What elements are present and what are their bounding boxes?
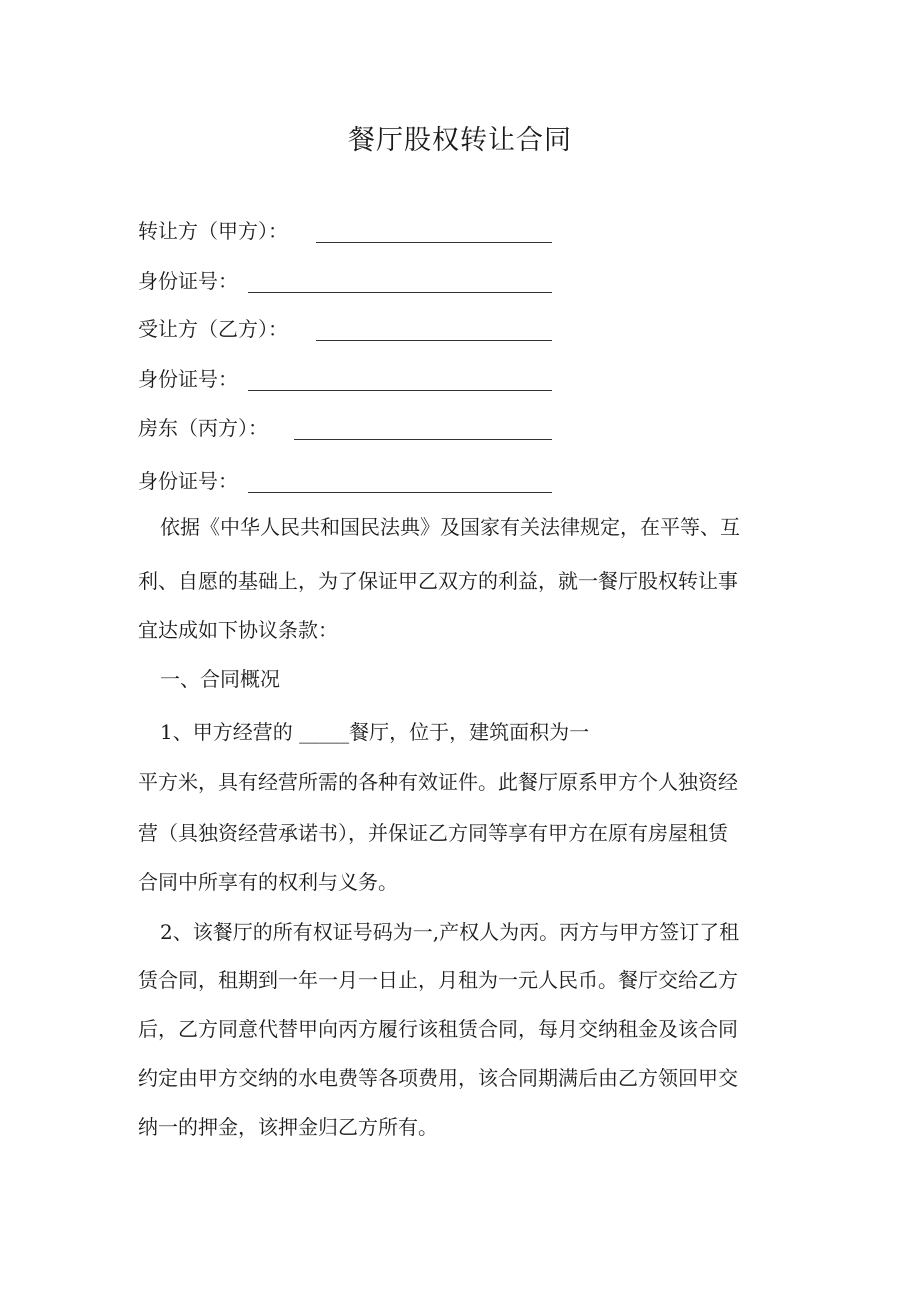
clause-2-line: 后，乙方同意代替甲向丙方履行该租赁合同，每月交纳租金及该合同 (138, 1017, 738, 1041)
field-landlord (138, 413, 268, 443)
clause-1-line: 1、甲方经营的 _____餐厅，位于，建筑面积为一 (160, 720, 590, 744)
field-label: 身份证号： (138, 469, 238, 493)
clause-1-line: 合同中所享有的权利与义务。 (138, 870, 398, 894)
section-heading: 一、合同概况 (160, 667, 280, 691)
blank-line (294, 439, 552, 440)
blank-line (248, 492, 552, 493)
preamble-line: 宜达成如下协议条款： (138, 618, 338, 642)
clause-1-line: 平方米，具有经营所需的各种有效证件。此餐厅原系甲方个人独资经 (138, 770, 738, 794)
field-transferee (138, 314, 288, 344)
blank-line (316, 340, 552, 341)
field-label: 身份证号： (138, 269, 238, 293)
field-label: 转让方（甲方）： (138, 219, 288, 243)
field-transferor-id (138, 266, 238, 296)
preamble-line: 依据《中华人民共和国民法典》及国家有关法律规定，在平等、互 (160, 515, 740, 539)
blank-line (248, 390, 552, 391)
clause-1-line: 营（具独资经营承诺书），并保证乙方同等享有甲方在原有房屋租赁 (138, 821, 728, 845)
blank-line (248, 292, 552, 293)
clause-2-line: 纳一的押金，该押金归乙方所有。 (138, 1115, 438, 1139)
field-label: 受让方（乙方）： (138, 317, 288, 341)
clause-2-line: 约定由甲方交纳的水电费等各项费用，该合同期满后由乙方领回甲交 (138, 1066, 738, 1090)
field-landlord-id (138, 466, 238, 496)
field-label: 房东（丙方）： (138, 416, 268, 440)
field-label: 身份证号： (138, 367, 238, 391)
blank-line (316, 242, 552, 243)
field-transferee-id (138, 364, 238, 394)
field-transferor (138, 216, 288, 246)
clause-2-line: 赁合同，租期到一年一月一日止，月租为一元人民币。餐厅交给乙方 (138, 968, 738, 992)
preamble-line: 利、自愿的基础上，为了保证甲乙双方的利益，就一餐厅股权转让事 (138, 569, 738, 593)
clause-2-line: 2、该餐厅的所有权证号码为一,产权人为丙。丙方与甲方签订了租 (160, 920, 740, 944)
document-title: 餐厅股权转让合同 (348, 125, 572, 156)
